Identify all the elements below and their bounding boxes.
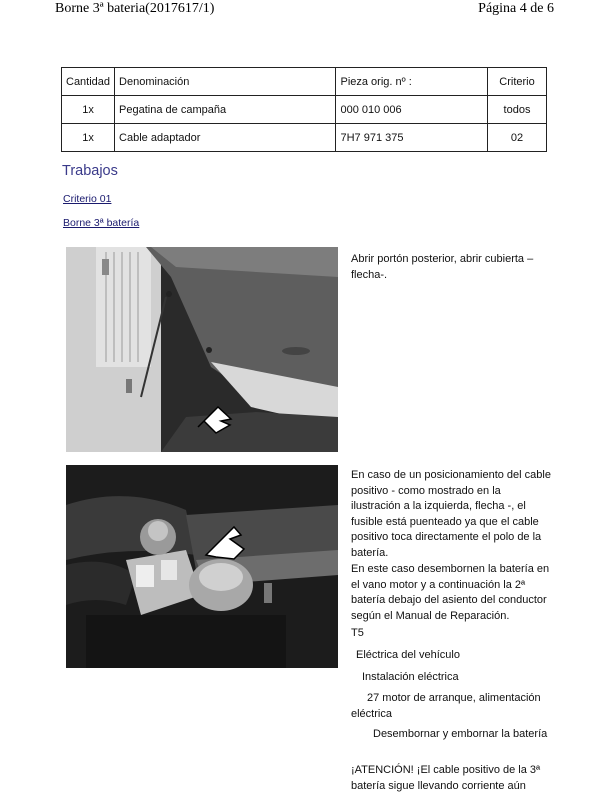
table-cell: 1x: [62, 96, 115, 124]
battery-terminal-photo: [66, 465, 338, 668]
column-header: Criterio: [488, 68, 547, 96]
table-cell: Pegatina de campaña: [115, 96, 336, 124]
trunk-cover-photo: [66, 247, 338, 452]
document-title: Borne 3ª bateria(2017617/1): [55, 1, 215, 16]
section-title: Trabajos: [62, 163, 118, 179]
criterio-link[interactable]: Criterio 01: [63, 193, 112, 205]
page-header: [0, 0, 609, 20]
table-cell: todos: [488, 96, 547, 124]
page-number: Página 4 de 6: [478, 1, 554, 16]
table-header-row: [62, 68, 547, 96]
table-cell: 7H7 971 375: [336, 124, 488, 152]
borne-link[interactable]: Borne 3ª batería: [63, 217, 140, 229]
parts-table: [61, 67, 547, 152]
manual-ref-level-1: Eléctrica del vehículo: [356, 649, 460, 661]
column-header: Cantidad: [62, 68, 115, 96]
column-header: Pieza orig. nº :: [336, 68, 488, 96]
warning-text: ¡ATENCIÓN! ¡El cable positivo de la 3ª batería sigue llevando corriente aún: [351, 764, 541, 792]
step1-text: Abrir portón posterior, abrir cubierta –flecha-.: [351, 253, 534, 281]
step2-paragraph-1: En caso de un posicionamiento del cable positivo - como mostrado en la ilustración a la izquierda, flecha -, el fusible está puenteado ya que el cable positivo toca directamente el polo de la batería.: [351, 469, 551, 559]
table-row: [62, 96, 547, 124]
table-row: [62, 124, 547, 152]
manual-ref-level-4: Desembornar y embornar la batería: [373, 728, 548, 740]
table-cell: 1x: [62, 124, 115, 152]
column-header: Denominación: [115, 68, 336, 96]
manual-ref-level-2: Instalación eléctrica: [362, 671, 459, 683]
manual-ref-t5: T5: [351, 627, 364, 639]
table-cell: 02: [488, 124, 547, 152]
table-cell: 000 010 006: [336, 96, 488, 124]
manual-ref-level-3: 27 motor de arranque, alimentación eléctrica: [351, 692, 541, 720]
step2-paragraph-2: En este caso desembornen la batería en el vano motor y a continuación la 2ª batería debajo del asiento del conductor según el Manual de Reparación.: [351, 563, 550, 622]
table-cell: Cable adaptador: [115, 124, 336, 152]
